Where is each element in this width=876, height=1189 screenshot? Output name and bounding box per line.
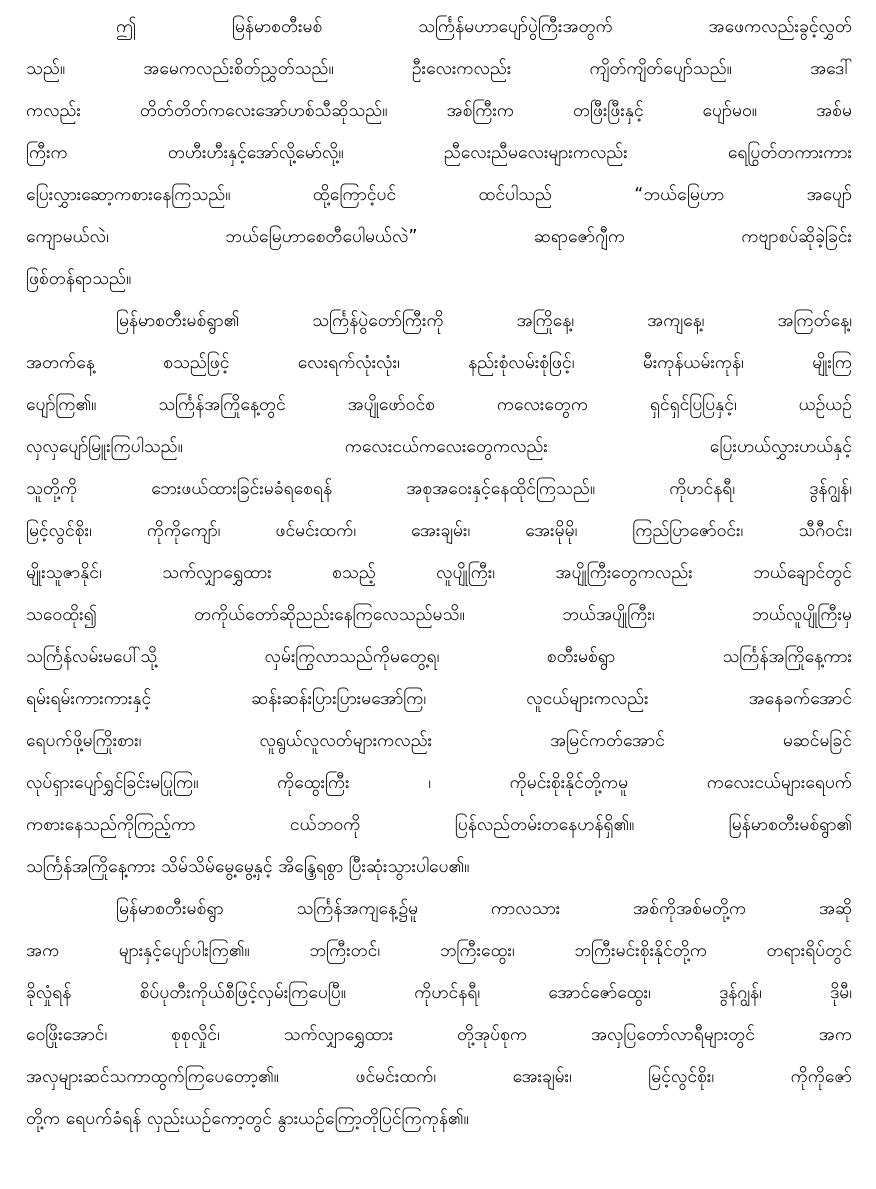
paragraph-3 <box>26 888 852 1140</box>
document-page <box>26 6 852 1182</box>
text-line: မြန်မာစတီးမစ်ရွာ၏ သင်္ကြန်ပွဲတော်ကြီးကို အကြိုနေ့၊ အကျနေ့၊ အကြတ်နေ့၊ <box>116 311 852 331</box>
text-line: ကျောမယ်လဲ၊ ဘယ်မြေဟာစေတီပေါမယ်လဲ” ဆရာဇော်ဂျီက ကဗျာစပ်ဆိုခဲ့ခြင်း <box>26 227 852 247</box>
text-line: လုပ်ရှားပျော်ရွှင်ခြင်းမပြုကြ။ ကိုထွေးကြီး ၊ ကိုမင်းစိုးနိုင်တို့ကမူ ကလေးငယ်များရေပက် <box>26 773 852 793</box>
text-line: ကစားနေသည်ကိုကြည့်ကာ ငယ်ဘဝကို ပြန်လည်တမ်းတနေဟန်ရှိ၏။ မြန်မာစတီးမစ်ရွာ၏ <box>26 815 852 835</box>
text-line: ပျော်ကြ၏။ သင်္ကြန်အကြိုနေ့တွင် အပျိုဖော်ဝင်စ ကလေးတွေက ရှင်ရှင်ပြပြနှင့်၊ ယဉ်ယဉ် <box>26 395 852 415</box>
text-line: တို့က ရေပက်ခံရန် လှည်းယဉ်ကော့တွင် နွားယဉ်ကြော့တိုပြင်ကြကုန်၏။ <box>26 1109 469 1129</box>
text-line: မြင့်လွင်စိုး၊ ကိုကိုကျော်၊ ဖင်မင်းထက်၊ အေးချမ်း၊ အေးမိုမို၊ ကြည်ပြာဇော်ဝင်း၊ သီဂီဝင်း၊ <box>26 521 852 541</box>
text-line: သင်္ကြန်အကြိုနေ့ကား သိမ်သိမ်မွေ့မွေ့နှင့် အိန္ဒြေရစွာ ပြီးဆုံးသွားပါပေ၏။ <box>26 857 470 877</box>
text-line: ကြီးက တဟီးဟီးနှင့်အော်လို့မော်လို့။ ညီလေးညီမလေးများကလည်း ရေပြွတ်တကားကား <box>26 143 852 163</box>
text-line: ပြေးလွှားဆော့ကစားနေကြသည်။ ထို့ကြောင့်ပင် ထင်ပါသည် “ဘယ်မြေဟာ အပျော် <box>26 185 852 205</box>
text-line: အတက်နေ့ စသည်ဖြင့် လေးရက်လုံးလုံး၊ နည်းစုံလမ်းစုံဖြင့်၊ မီးကုန်ယမ်းကုန်၊ မျိုးကြ <box>26 353 852 373</box>
text-line: သဝေထိုး၍ တကိုယ်တော်ဆိုညည်းနေကြလေသည်မသိ။ ဘယ်အပျိုကြီး၊ ဘယ်လူပျိုကြီးမှ <box>26 605 852 625</box>
text-line: သင်္ကြန်လမ်းမပေါ်သို့ လှမ်းကြွလာသည်ကိုမတွေ့ရ၊ စတီးမစ်ရွာ သင်္ကြန်အကြိုနေ့ကား <box>26 647 852 667</box>
text-line: ဤ မြန်မာစတီးမစ် သင်္ကြန်မဟာပျော်ပွဲကြီးအတွက် အဖေကလည်းခွင့်လွှတ် <box>116 17 852 37</box>
text-line: ဝေဖြိုးအောင်၊ စုစုလှိုင်၊ သက်လျှာရွှေထား တို့အုပ်စုက အလှပြတော်လာရီများတွင် အက <box>26 1025 852 1045</box>
text-line: မျိုးသူဇာနိုင်၊ သက်လျှာရွှေထား စသည့် လူပျိုကြီး၊ အပျိုကြီးတွေကလည်း ဘယ်ချောင်တွင် <box>26 563 852 583</box>
text-line: သူတို့ကို ဘေးဖယ်ထားခြင်းမခံရစေရန် အစုအဝေးနှင့်နေထိုင်ကြသည်။ ကိုဟင်နရီ၊ ဒွန်ဂျွန်၊ <box>26 479 852 499</box>
text-line: လှလှပျော်မြူးကြပါသည်။ ကလေးငယ်ကလေးတွေကလည်း ပြေးဟယ်လွှားဟယ်နှင့် <box>26 437 852 457</box>
paragraph-2 <box>26 300 852 888</box>
text-line: ခိုလှုံရန် စိပ်ပုတီးကိုယ်စီဖြင့်လှမ်းကြပေပြီ။ ကိုဟင်နရီ၊ အောင်ဇော်ထွေး၊ ဒွန်ဂျွန်၊ ဒိုမီ၊ <box>26 983 852 1003</box>
text-line: ရေပက်ဖို့မကြိုးစား၊ လူရွယ်လူလတ်များကလည်း အမြင်ကတ်အောင် မဆင်မခြင် <box>26 731 852 751</box>
text-line: အက များနှင့်ပျော်ပါးကြ၏။ ဘကြီးတင်၊ ဘကြီးထွေး၊ ဘကြီးမင်းစိုးနိုင်တို့က တရားရိပ်တွင် <box>26 941 852 961</box>
text-line: သည်။ အမေကလည်းစိတ်ညွှတ်သည်။ ဦးလေးကလည်း ကျိတ်ကျိတ်ပျော်သည်။ အဒေါ် <box>26 59 852 79</box>
paragraph-1 <box>26 6 852 300</box>
text-line: ရမ်းရမ်းကားကားနှင့် ဆန်းဆန်းပြားပြားမအော်ကြ၊ လူငယ်များကလည်း အနေခက်အောင် <box>26 689 852 709</box>
text-line: မြန်မာစတီးမစ်ရွာ သင်္ကြန်အကျနေ့၌မူ ကာလသား အစ်ကိုအစ်မတို့က အဆို <box>116 899 852 919</box>
text-line: ကလည်း တိတ်တိတ်ကလေးအော်ဟစ်သီဆိုသည်။ အစ်ကြီးက တဖြီးဖြီးနှင့် ပျော်မဝ။ အစ်မ <box>26 101 852 121</box>
text-line: အလှများဆင်သကာထွက်ကြပေတော့၏။ ဖင်မင်းထက်၊ အေးချမ်း၊ မြင့်လွင်စိုး၊ ကိုကိုဇော် <box>26 1067 852 1087</box>
text-line: ဖြစ်တန်ရာသည်။ <box>26 269 132 289</box>
